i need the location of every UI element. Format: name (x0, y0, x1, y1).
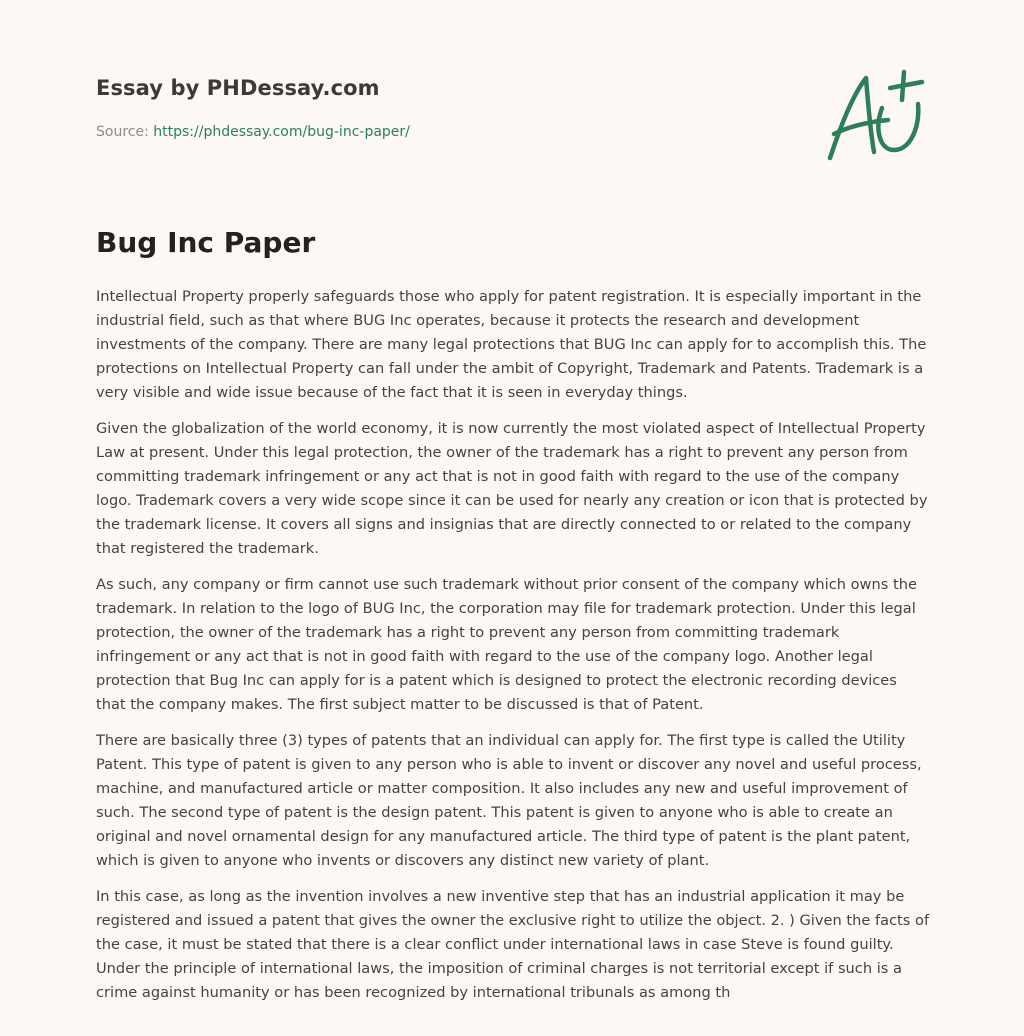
essay-paragraph: As such, any company or firm cannot use such trademark without prior consent of the company which owns the trademark. In relation to the logo of BUG Inc, the corporation may file for trademark protection. Under this legal protection, the owner of the trademark has a right to prevent any person from committing trademark infringement or any act that is not in good faith with regard to the use of the company logo. Another legal protection that Bug Inc can apply for is a patent which is designed to protect the electronic recording devices that the company makes. The first subject matter to be discussed is that of Patent. (96, 576, 917, 713)
site-title: Essay by PHDessay.com (96, 76, 380, 100)
essay-paragraph: In this case, as long as the invention involves a new inventive step that has an industrial application it may be registered and issued a patent that gives the owner the exclusive right to utilize the object. 2. ) Given the facts of the case, it must be stated that there is a clear conflict under international laws in case Steve is found guilty. Under the principle of international laws, the imposition of criminal charges is not territorial except if such is a crime against humanity or has been recognized by international tribunals as among th (96, 888, 930, 1001)
essay-paragraph: Intellectual Property properly safeguards those who apply for patent registration. It is especially important in the industrial field, such as that where BUG Inc operates, because it protects the research and development investments of the company. There are many legal protections that BUG Inc can apply for to accomplish this. The protections on Intellectual Property can fall under the ambit of Copyright, Trademark and Patents. Trademark is a very visible and wide issue because of the fact that it is seen in everyday things. (96, 288, 927, 401)
source-line (96, 124, 410, 140)
essay-title: Bug Inc Paper (96, 226, 316, 259)
essay-paragraph: Given the globalization of the world economy, it is now currently the most violated aspect of Intellectual Property Law at present. Under this legal protection, the owner of the trademark has a right to prevent any person from committing trademark infringement or any act that is not in good faith with regard to the use of the company logo. Trademark covers a very wide scope since it can be used for nearly any creation or icon that is protected by the trademark license. It covers all signs and insignias that are directly connected to or related to the company that registered the trademark. (96, 420, 928, 557)
source-label: Source: (96, 124, 149, 140)
source-link[interactable]: https://phdessay.com/bug-inc-paper/ (153, 124, 410, 140)
a-plus-grade-icon (822, 66, 930, 166)
essay-paragraph: There are basically three (3) types of patents that an individual can apply for. The first type is called the Utility Patent. This type of patent is given to any person who is able to invent or discover any novel and useful process, machine, and manufactured article or matter composition. It also includes any new and useful improvement of such. The second type of patent is the design patent. This patent is given to anyone who is able to create an original and novel ornamental design for any manufactured article. The third type of patent is the plant patent, which is given to anyone who invents or discovers any distinct new variety of plant. (96, 732, 922, 869)
essay-body (96, 285, 930, 1017)
